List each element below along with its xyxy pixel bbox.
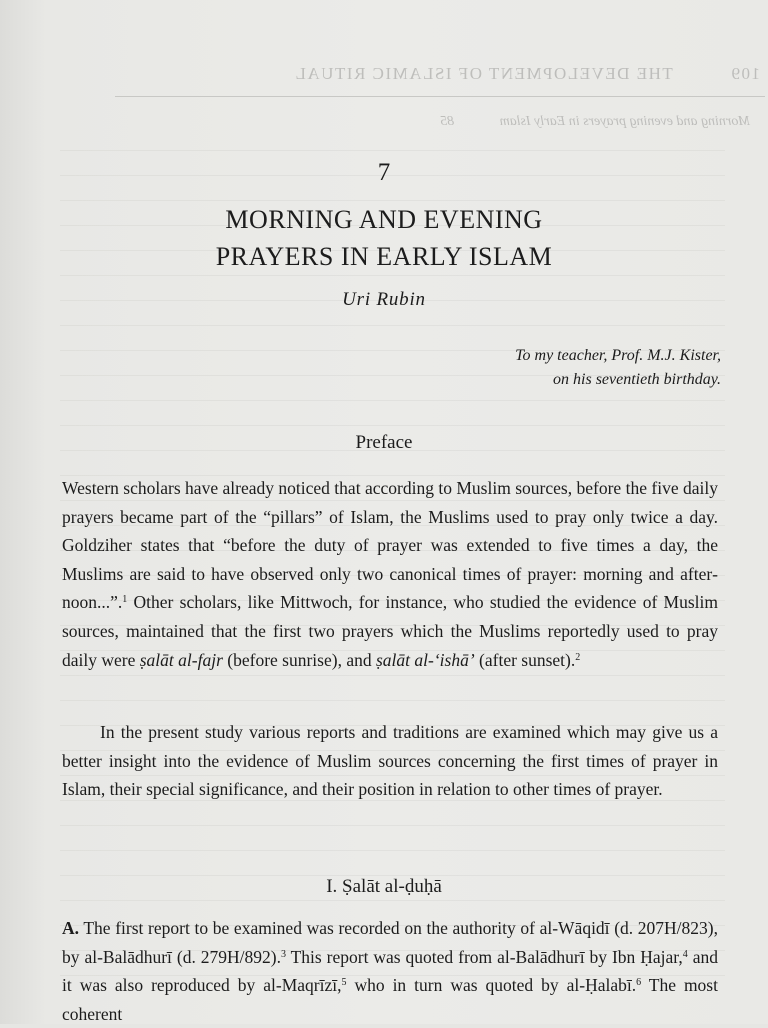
dedication-line-2: on his seventieth birthday.	[553, 371, 721, 388]
text-run: Other scholars, like Mittwoch, for instance, who studied the evidence of Muslim sources, maintained that the first two prayers which the Muslims reportedly used to pray daily were	[62, 592, 718, 670]
footnote-ref-4[interactable]: 4	[682, 948, 688, 960]
text-run: This report was quoted from al-Balādhurī by Ibn Ḥajar,	[285, 946, 683, 967]
bleed-through-running-head	[120, 64, 760, 84]
term-salat-al-isha: ṣalāt al-‘ishā’	[375, 649, 475, 670]
bleed-through-page-number: 109	[730, 64, 760, 83]
preface-heading: Preface	[355, 432, 413, 453]
bleed-through-rule	[115, 96, 765, 97]
dedication-line-1: To my teacher, Prof. M.J. Kister,	[515, 347, 721, 364]
footnote-ref-3[interactable]: 3	[280, 948, 286, 960]
text-run: The most coherent	[62, 975, 718, 1024]
chapter-number: 7	[377, 159, 391, 186]
bleed-through-running-head-text: THE DEVELOPMENT OF ISLAMIC RITUAL	[294, 64, 673, 83]
text-run: (after sunset).	[474, 649, 576, 670]
text-run: Western scholars have already noticed that according to Muslim sources, before the five daily prayers became part of the “pillars” of Islam, the Muslims used to pray only twice a day. Goldziher states that “before the duty of prayer was extended to five times a day, the Muslims are said to have observed only two canonical times of prayer: morning and afternoon...”.	[62, 478, 718, 613]
preface-paragraph-1	[62, 474, 718, 674]
chapter-title-line-2: PRAYERS IN EARLY ISLAM	[215, 242, 553, 271]
preface-paragraph-2: In the present study various reports and traditions are examined which may give us a better insight into the evidence of Muslim sources concerning the first times of prayer in Islam, their special significance, and their position in relation to other times of prayer.	[62, 722, 718, 800]
footnote-ref-5[interactable]: 5	[341, 977, 347, 989]
chapter-title-line-1: MORNING AND EVENING	[225, 205, 543, 234]
bleed-through-subhead-text: Morning and evening prayers in Early Islam	[499, 114, 750, 129]
paragraph-lead-letter: A.	[62, 918, 80, 938]
text-run: and it was also reproduced by al-Maqrīzī,	[62, 946, 718, 996]
footnote-ref-1[interactable]: 1	[122, 594, 128, 606]
bleed-through-subhead-page: 85	[440, 114, 455, 129]
text-run: (before sunrise), and	[222, 649, 376, 670]
author-name: Uri Rubin	[342, 289, 426, 310]
section-1-heading: I. Ṣalāt al-ḍuḥā	[326, 876, 442, 897]
section-1-paragraph-1	[62, 914, 718, 1028]
footnote-ref-6[interactable]: 6	[636, 977, 642, 989]
term-salat-al-fajr: ṣalāt al-fajr	[139, 649, 223, 670]
footnote-ref-2[interactable]: 2	[575, 651, 581, 663]
bleed-through-subhead	[130, 114, 750, 130]
text-run: The first report to be examined was recorded on the authority of al-Wāqidī (d. 207H/823), by al-Balādhurī (d. 279H/892).	[62, 918, 718, 967]
text-run: who in turn was quoted by al-Ḥalabī.	[346, 975, 637, 996]
